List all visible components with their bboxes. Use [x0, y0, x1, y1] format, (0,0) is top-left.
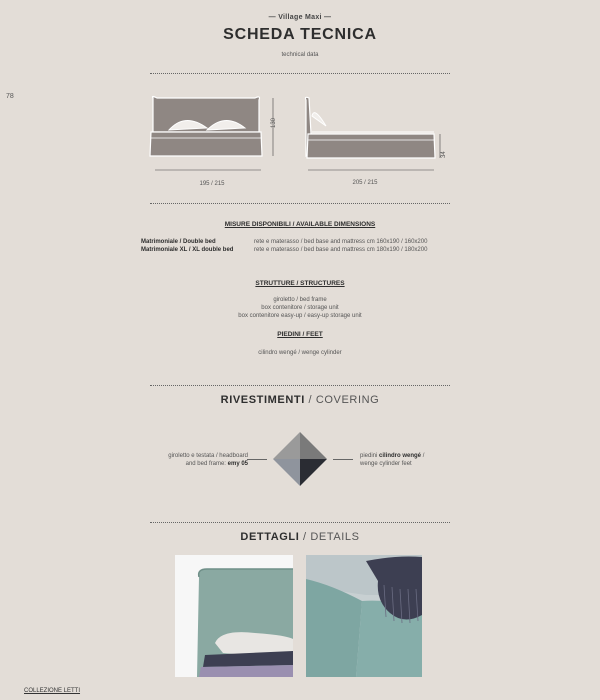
covering-fabric-code: emy 05	[227, 461, 248, 467]
side-length-label: 205 / 215	[352, 180, 378, 186]
covering-feet-line2: wenge cylinder feet	[360, 461, 412, 467]
covering-feet-finish: cilindro wengé	[379, 453, 422, 459]
structures-heading: STRUTTURE / STRUCTURES	[255, 280, 345, 287]
dimension-name: Matrimoniale / Double bed	[141, 239, 216, 245]
covering-feet-text	[360, 452, 480, 468]
details-heading-bold: DETTAGLI	[240, 531, 300, 543]
detail-photo-corner	[306, 555, 422, 677]
page-title: SCHEDA TECNICA	[223, 26, 377, 43]
dimensions-heading: MISURE DISPONIBILI / AVAILABLE DIMENSIONS	[224, 221, 376, 228]
corner-detail-image	[306, 555, 422, 677]
dimension-row	[141, 238, 216, 246]
dimension-row	[141, 246, 233, 254]
swatch-connector-left	[247, 459, 267, 460]
covering-feet-line1	[360, 452, 480, 460]
headboard-detail-image	[175, 555, 293, 677]
page-number: 78	[6, 93, 14, 100]
footer-collection: COLLEZIONE LETTI	[24, 688, 81, 694]
divider-top	[150, 73, 450, 74]
covering-frame-text	[138, 452, 248, 468]
divider-details	[150, 522, 450, 523]
side-height-label: 34	[441, 151, 447, 158]
page-subtitle: technical data	[281, 52, 319, 58]
bed-front-drawing	[145, 92, 275, 184]
covering-heading-light: / COVERING	[308, 394, 380, 406]
structure-item: giroletto / bed frame	[273, 297, 327, 303]
front-height-label: 130	[271, 117, 277, 128]
divider-covering	[150, 385, 450, 386]
covering-feet-suffix: /	[421, 453, 425, 459]
structure-item: box contenitore / storage unit	[261, 305, 339, 311]
dimension-detail: rete e materasso / bed base and mattress cm 180x190 / 180x200	[254, 247, 428, 253]
bed-side-drawing	[300, 92, 450, 184]
structure-item: box contenitore easy-up / easy-up storage unit	[238, 313, 362, 319]
front-width-label: 195 / 215	[199, 181, 225, 187]
covering-frame-prefix: and bed frame:	[185, 461, 228, 467]
dimension-name: Matrimoniale XL / XL double bed	[141, 247, 234, 253]
feet-item: cilindro wengé / wenge cylinder	[258, 350, 342, 356]
feet-heading: PIEDINI / FEET	[277, 331, 323, 338]
details-heading-light: / DETAILS	[303, 531, 360, 543]
covering-frame-line1: giroletto e testata / headboard	[168, 453, 248, 459]
detail-photo-headboard	[175, 555, 293, 677]
collection-kicker: — Village Maxi —	[268, 14, 332, 21]
covering-feet-prefix: piedini	[360, 453, 380, 459]
covering-frame-line2	[138, 460, 248, 468]
fabric-swatch-diamond	[273, 432, 327, 486]
divider-dimensions	[150, 203, 450, 204]
covering-heading-bold: RIVESTIMENTI	[220, 394, 305, 406]
details-heading	[0, 531, 600, 543]
swatch-connector-right	[333, 459, 353, 460]
dimension-detail: rete e materasso / bed base and mattress cm 160x190 / 160x200	[254, 239, 428, 245]
covering-heading	[0, 394, 600, 406]
